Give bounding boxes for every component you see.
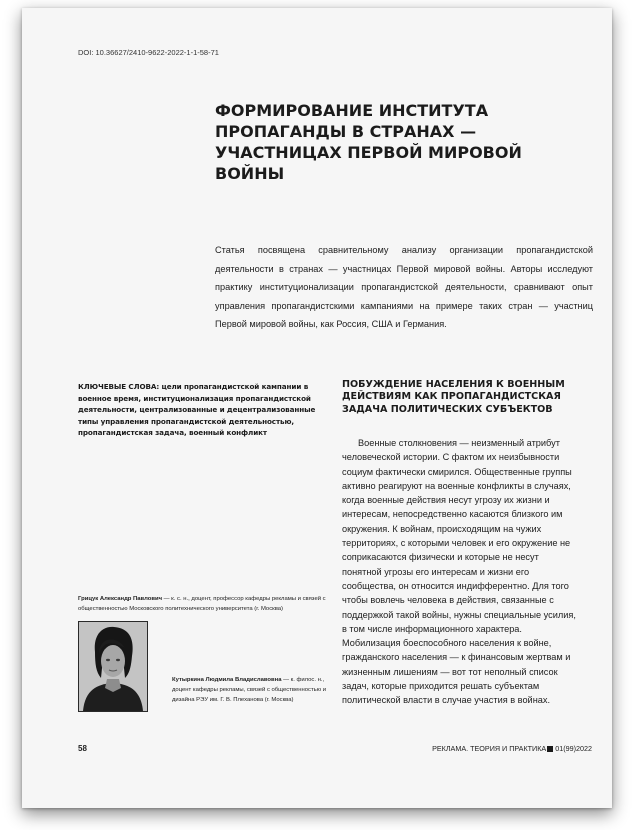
author-info-1 <box>78 595 330 615</box>
author-name-2: Кутыркина Людмила Владиславовна <box>172 677 282 683</box>
section-heading: ПОБУЖДЕНИЕ НАСЕЛЕНИЯ К ВОЕННЫМ ДЕЙСТВИЯМ КАК ПРОПАГАНДИСТСКАЯ ЗАДАЧА ПОЛИТИЧЕСКИХ СУБЪЕКТОВ <box>342 379 565 415</box>
journal-footer <box>427 744 592 753</box>
doi-line: DOI: 10.36627/2410-9622-2022-1-1-58-71 <box>78 48 219 57</box>
portrait-icon <box>79 622 147 711</box>
article-title: ФОРМИРОВАНИЕ ИНСТИТУТА ПРОПАГАНДЫ В СТРАНАХ — УЧАСТНИЦАХ ПЕРВОЙ МИРОВОЙ ВОЙНЫ <box>215 101 522 183</box>
square-separator-icon <box>547 746 553 752</box>
body-paragraph: Военные столкновения — неизменный атрибут человеческой истории. С фактом их неизбывности социум фактически смирился. Общественные группы активно реагируют на военные конфликты в случаях, когда военные действия несут угрозу их жизни и интересам, непосредственно касаются близкого им окружения. К войнам, происходящим на чужих территориях, с которыми человек и его окружение не соприкасаются физически и которые не несут понятной угрозы его интересам и жизни его сообщества, он относится индифферентно. Для того чтобы вовлечь человека в действия, связанные с поддержкой такой войны, нужны специальные усилия, в том числе информационного характера. Мобилизация боеспособного населения к войне, гражданского населения — к финансовым жертвам и жизненным лишениям — вот тот неполный список задач, которые приходится решать субъектам политической власти в случае участия в войнах. <box>342 438 576 706</box>
journal-issue: 01(99)2022 <box>555 744 592 753</box>
journal-page <box>22 8 612 808</box>
author-name-1: Грицук Александр Павлович <box>78 596 163 602</box>
article-abstract: Статья посвящена сравнительному анализу организации пропагандистской деятельности в странах — участницах Первой мировой войны. Авторы исследуют практику институционализации пропагандистской деятельности, сравнивают опыт управления пропагандистскими кампаниями на примере таких стран — участниц Первой мировой войны, как Россия, США и Германия. <box>215 245 593 330</box>
journal-title: РЕКЛАМА. ТЕОРИЯ И ПРАКТИКА <box>432 744 547 753</box>
author-credentials-2: — к. филос. н., доцент кафедры рекламы, связей с общественностью и дизайна РЭУ им. Г. В. Плеханова (г. Москва) <box>172 677 327 703</box>
author-credentials-1: — к. с. н., доцент, профессор кафедры рекламы и связей с общественностью Московского политехнического университета (г. Москва) <box>78 596 326 612</box>
page-number: 58 <box>78 744 87 753</box>
author-info-2 <box>172 676 332 705</box>
keywords: КЛЮЧЕВЫЕ СЛОВА: цели пропагандистской кампании в военное время, институционализация пропагандистской деятельности, централизованные и децентрализованные типы управления пропагандистской деятельностью, пропагандистская задача, военный конфликт <box>78 382 316 438</box>
author-photo <box>78 621 148 712</box>
